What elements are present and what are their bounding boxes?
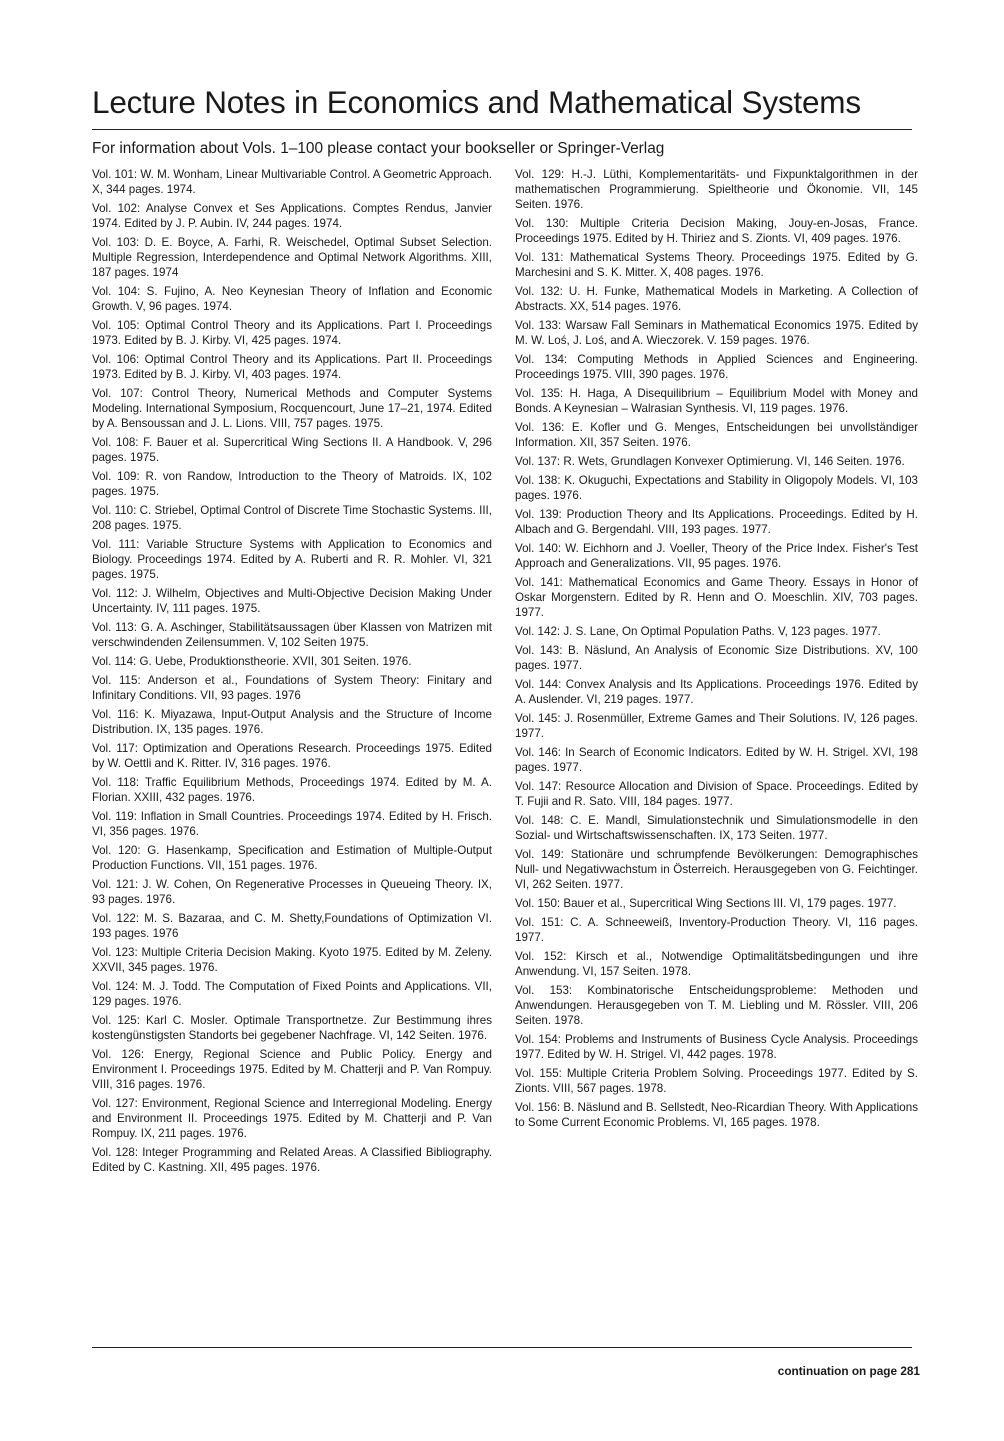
volume-entry: Vol. 127: Environment, Regional Science and Interregional Modeling. Energy and Environment II. Proceedings 1975. Edited by M. Chatterji and P. Van Rompuy. IX, 211 pages. 1976. bbox=[92, 1097, 492, 1140]
volume-entry: Vol. 140: W. Eichhorn and J. Voeller, Theory of the Price Index. Fisher's Test Approach and Generalizations. VII, 95 pages. 1976. bbox=[515, 542, 918, 570]
volume-entry: Vol. 143: B. Näslund, An Analysis of Economic Size Distributions. XV, 100 pages. 1977. bbox=[515, 644, 918, 672]
volume-entry: Vol. 107: Control Theory, Numerical Methods and Computer Systems Modeling. International Symposium, Rocquencourt, June 17–21, 1974. Edited by A. Bensoussan and J. L. Lions. VIII, 757 pages. 1975. bbox=[92, 387, 492, 430]
series-title: Lecture Notes in Economics and Mathematical Systems bbox=[92, 84, 861, 120]
volume-entry: Vol. 103: D. E. Boyce, A. Farhi, R. Weischedel, Optimal Subset Selection. Multiple Regression, Interdependence and Optimal Network Algorithms. XIII, 187 pages. 1974 bbox=[92, 236, 492, 279]
volume-entry: Vol. 114: G. Uebe, Produktionstheorie. XVII, 301 Seiten. 1976. bbox=[92, 655, 412, 668]
volume-entry: Vol. 149: Stationäre und schrumpfende Bevölkerungen: Demographisches Null- und Negativwachstum in Österreich. Herausgegeben von G. Feichtinger. VI, 262 Seiten. 1977. bbox=[515, 848, 918, 891]
volume-entry: Vol. 129: H.-J. Lüthi, Komplementaritäts- und Fixpunktalgorithmen in der mathematischen Programmierung. Spieltheorie und Ökonomie. VII, 145 Seiten. 1976. bbox=[515, 168, 918, 211]
volume-entry: Vol. 122: M. S. Bazaraa, and C. M. Shetty,Foundations of Optimization VI. 193 pages. 1976 bbox=[92, 912, 492, 940]
volume-entry: Vol. 154: Problems and Instruments of Business Cycle Analysis. Proceedings 1977. Edited by W. H. Strigel. VI, 442 pages. 1978. bbox=[515, 1033, 918, 1061]
volume-entry: Vol. 109: R. von Randow, Introduction to the Theory of Matroids. IX, 102 pages. 1975. bbox=[92, 470, 492, 498]
volume-entry: Vol. 111: Variable Structure Systems with Application to Economics and Biology. Proceedings 1974. Edited by A. Ruberti and R. R. Mohler. VI, 321 pages. 1975. bbox=[92, 538, 492, 581]
volume-entry: Vol. 123: Multiple Criteria Decision Making. Kyoto 1975. Edited by M. Zeleny. XXVII, 345 pages. 1976. bbox=[92, 946, 492, 974]
volume-entry: Vol. 151: C. A. Schneeweiß, Inventory-Production Theory. VI, 116 pages. 1977. bbox=[515, 916, 918, 944]
volume-entry: Vol. 136: E. Kofler und G. Menges, Entscheidungen bei unvollständiger Information. XII, 357 Seiten. 1976. bbox=[515, 421, 918, 449]
volume-entry: Vol. 135: H. Haga, A Disequilibrium – Equilibrium Model with Money and Bonds. A Keynesian – Walrasian Synthesis. VI, 119 pages. 1976. bbox=[515, 387, 918, 415]
volume-entry: Vol. 148: C. E. Mandl, Simulationstechnik und Simulationsmodelle in den Sozial- und Wirtschaftswissenschaften. IX, 173 Seiten. 1977. bbox=[515, 814, 918, 842]
volume-entry: Vol. 153: Kombinatorische Entscheidungsprobleme: Methoden und Anwendungen. Herausgegeben von T. M. Liebling und M. Rössler. VIII, 206 Seiten. 1978. bbox=[515, 984, 918, 1027]
volume-entry: Vol. 126: Energy, Regional Science and Public Policy. Energy and Environment I. Proceedings 1975. Edited by M. Chatterji and P. Van Rompuy. VIII, 316 pages. 1976. bbox=[92, 1048, 492, 1091]
left-column bbox=[92, 167, 492, 1179]
volume-entry: Vol. 156: B. Näslund and B. Sellstedt, Neo-Ricardian Theory. With Applications to Some Current Economic Problems. VI, 165 pages. 1978. bbox=[515, 1101, 918, 1129]
volume-entry: Vol. 138: K. Okuguchi, Expectations and Stability in Oligopoly Models. VI, 103 pages. 1976. bbox=[515, 474, 918, 502]
volume-entry: Vol. 146: In Search of Economic Indicators. Edited by W. H. Strigel. XVI, 198 pages. 1977. bbox=[515, 746, 918, 774]
continuation-note: continuation on page 281 bbox=[777, 1364, 920, 1378]
volume-entry: Vol. 121: J. W. Cohen, On Regenerative Processes in Queueing Theory. IX, 93 pages. 1976. bbox=[92, 878, 492, 906]
volume-entry: Vol. 130: Multiple Criteria Decision Making, Jouy-en-Josas, France. Proceedings 1975. Edited by H. Thiriez and S. Zionts. VI, 409 pages. 1976. bbox=[515, 217, 918, 245]
volume-entry: Vol. 102: Analyse Convex et Ses Applications. Comptes Rendus, Janvier 1974. Edited by J. P. Aubin. IV, 244 pages. 1974. bbox=[92, 202, 492, 230]
right-column bbox=[515, 167, 918, 1134]
volume-entry: Vol. 118: Traffic Equilibrium Methods, Proceedings 1974. Edited by M. A. Florian. XXIII, 432 pages. 1976. bbox=[92, 776, 492, 804]
volume-entry: Vol. 106: Optimal Control Theory and its Applications. Part II. Proceedings 1973. Edited by B. J. Kirby. VI, 403 pages. 1974. bbox=[92, 353, 492, 381]
volume-entry: Vol. 137: R. Wets, Grundlagen Konvexer Optimierung. VI, 146 Seiten. 1976. bbox=[515, 455, 905, 468]
volume-entry: Vol. 142: J. S. Lane, On Optimal Population Paths. V, 123 pages. 1977. bbox=[515, 625, 881, 638]
volume-entry: Vol. 112: J. Wilhelm, Objectives and Multi-Objective Decision Making Under Uncertainty. IV, 111 pages. 1975. bbox=[92, 587, 492, 615]
volume-entry: Vol. 131: Mathematical Systems Theory. Proceedings 1975. Edited by G. Marchesini and S. K. Mitter. X, 408 pages. 1976. bbox=[515, 251, 918, 279]
volume-entry: Vol. 115: Anderson et al., Foundations of System Theory: Finitary and Infinitary Conditions. VII, 93 pages. 1976 bbox=[92, 674, 492, 702]
volume-entry: Vol. 104: S. Fujino, A. Neo Keynesian Theory of Inflation and Economic Growth. V, 96 pages. 1974. bbox=[92, 285, 492, 313]
volume-entry: Vol. 116: K. Miyazawa, Input-Output Analysis and the Structure of Income Distribution. IX, 135 pages. 1976. bbox=[92, 708, 492, 736]
bottom-rule bbox=[92, 1347, 912, 1348]
volume-entry: Vol. 145: J. Rosenmüller, Extreme Games and Their Solutions. IV, 126 pages. 1977. bbox=[515, 712, 918, 740]
volume-entry: Vol. 128: Integer Programming and Related Areas. A Classified Bibliography. Edited by C. Kastning. XII, 495 pages. 1976. bbox=[92, 1146, 492, 1174]
volume-entry: Vol. 119: Inflation in Small Countries. Proceedings 1974. Edited by H. Frisch. VI, 356 pages. 1976. bbox=[92, 810, 492, 838]
volume-entry: Vol. 108: F. Bauer et al. Supercritical Wing Sections II. A Handbook. V, 296 pages. 1975. bbox=[92, 436, 492, 464]
volume-entry: Vol. 110: C. Striebel, Optimal Control of Discrete Time Stochastic Systems. III, 208 pages. 1975. bbox=[92, 504, 492, 532]
volume-entry: Vol. 113: G. A. Aschinger, Stabilitätsaussagen über Klassen von Matrizen mit verschwindenden Zeilensummen. V, 102 Seiten 1975. bbox=[92, 621, 492, 649]
volume-entry: Vol. 139: Production Theory and Its Applications. Proceedings. Edited by H. Albach and G. Bergendahl. VIII, 193 pages. 1977. bbox=[515, 508, 918, 536]
volume-entry: Vol. 144: Convex Analysis and Its Applications. Proceedings 1976. Edited by A. Auslender. VI, 219 pages. 1977. bbox=[515, 678, 918, 706]
information-note: For information about Vols. 1–100 please contact your bookseller or Springer-Verlag bbox=[92, 140, 665, 157]
volume-entry: Vol. 125: Karl C. Mosler. Optimale Transportnetze. Zur Bestimmung ihres kostengünstigsten Standorts bei gegebener Nachfrage. VI, 142 Seiten. 1976. bbox=[92, 1014, 492, 1042]
volume-entry: Vol. 155: Multiple Criteria Problem Solving. Proceedings 1977. Edited by S. Zionts. VIII, 567 pages. 1978. bbox=[515, 1067, 918, 1095]
volume-entry: Vol. 117: Optimization and Operations Research. Proceedings 1975. Edited by W. Oettli and K. Ritter. IV, 316 pages. 1976. bbox=[92, 742, 492, 770]
volume-entry: Vol. 152: Kirsch et al., Notwendige Optimalitätsbedingungen und ihre Anwendung. VI, 157 Seiten. 1978. bbox=[515, 950, 918, 978]
volume-entry: Vol. 134: Computing Methods in Applied Sciences and Engineering. Proceedings 1975. VIII, 390 pages. 1976. bbox=[515, 353, 918, 381]
volume-entry: Vol. 150: Bauer et al., Supercritical Wing Sections III. VI, 179 pages. 1977. bbox=[515, 897, 897, 910]
volume-entry: Vol. 147: Resource Allocation and Division of Space. Proceedings. Edited by T. Fujii and R. Sato. VIII, 184 pages. 1977. bbox=[515, 780, 918, 808]
volume-entry: Vol. 105: Optimal Control Theory and its Applications. Part I. Proceedings 1973. Edited by B. J. Kirby. VI, 425 pages. 1974. bbox=[92, 319, 492, 347]
top-rule bbox=[92, 129, 912, 130]
volume-entry: Vol. 101: W. M. Wonham, Linear Multivariable Control. A Geometric Approach. X, 344 pages. 1974. bbox=[92, 168, 492, 196]
volume-entry: Vol. 132: U. H. Funke, Mathematical Models in Marketing. A Collection of Abstracts. XX, 514 pages. 1976. bbox=[515, 285, 918, 313]
volume-entry: Vol. 141: Mathematical Economics and Game Theory. Essays in Honor of Oskar Morgenstern. Edited by R. Henn and O. Moeschlin. XIV, 703 pages. 1977. bbox=[515, 576, 918, 619]
volume-entry: Vol. 120: G. Hasenkamp, Specification and Estimation of Multiple-Output Production Functions. VII, 151 pages. 1976. bbox=[92, 844, 492, 872]
volume-entry: Vol. 124: M. J. Todd. The Computation of Fixed Points and Applications. VII, 129 pages. 1976. bbox=[92, 980, 492, 1008]
volume-entry: Vol. 133: Warsaw Fall Seminars in Mathematical Economics 1975. Edited by M. W. Loś, J. Loś, and A. Wieczorek. V. 159 pages. 1976. bbox=[515, 319, 918, 347]
